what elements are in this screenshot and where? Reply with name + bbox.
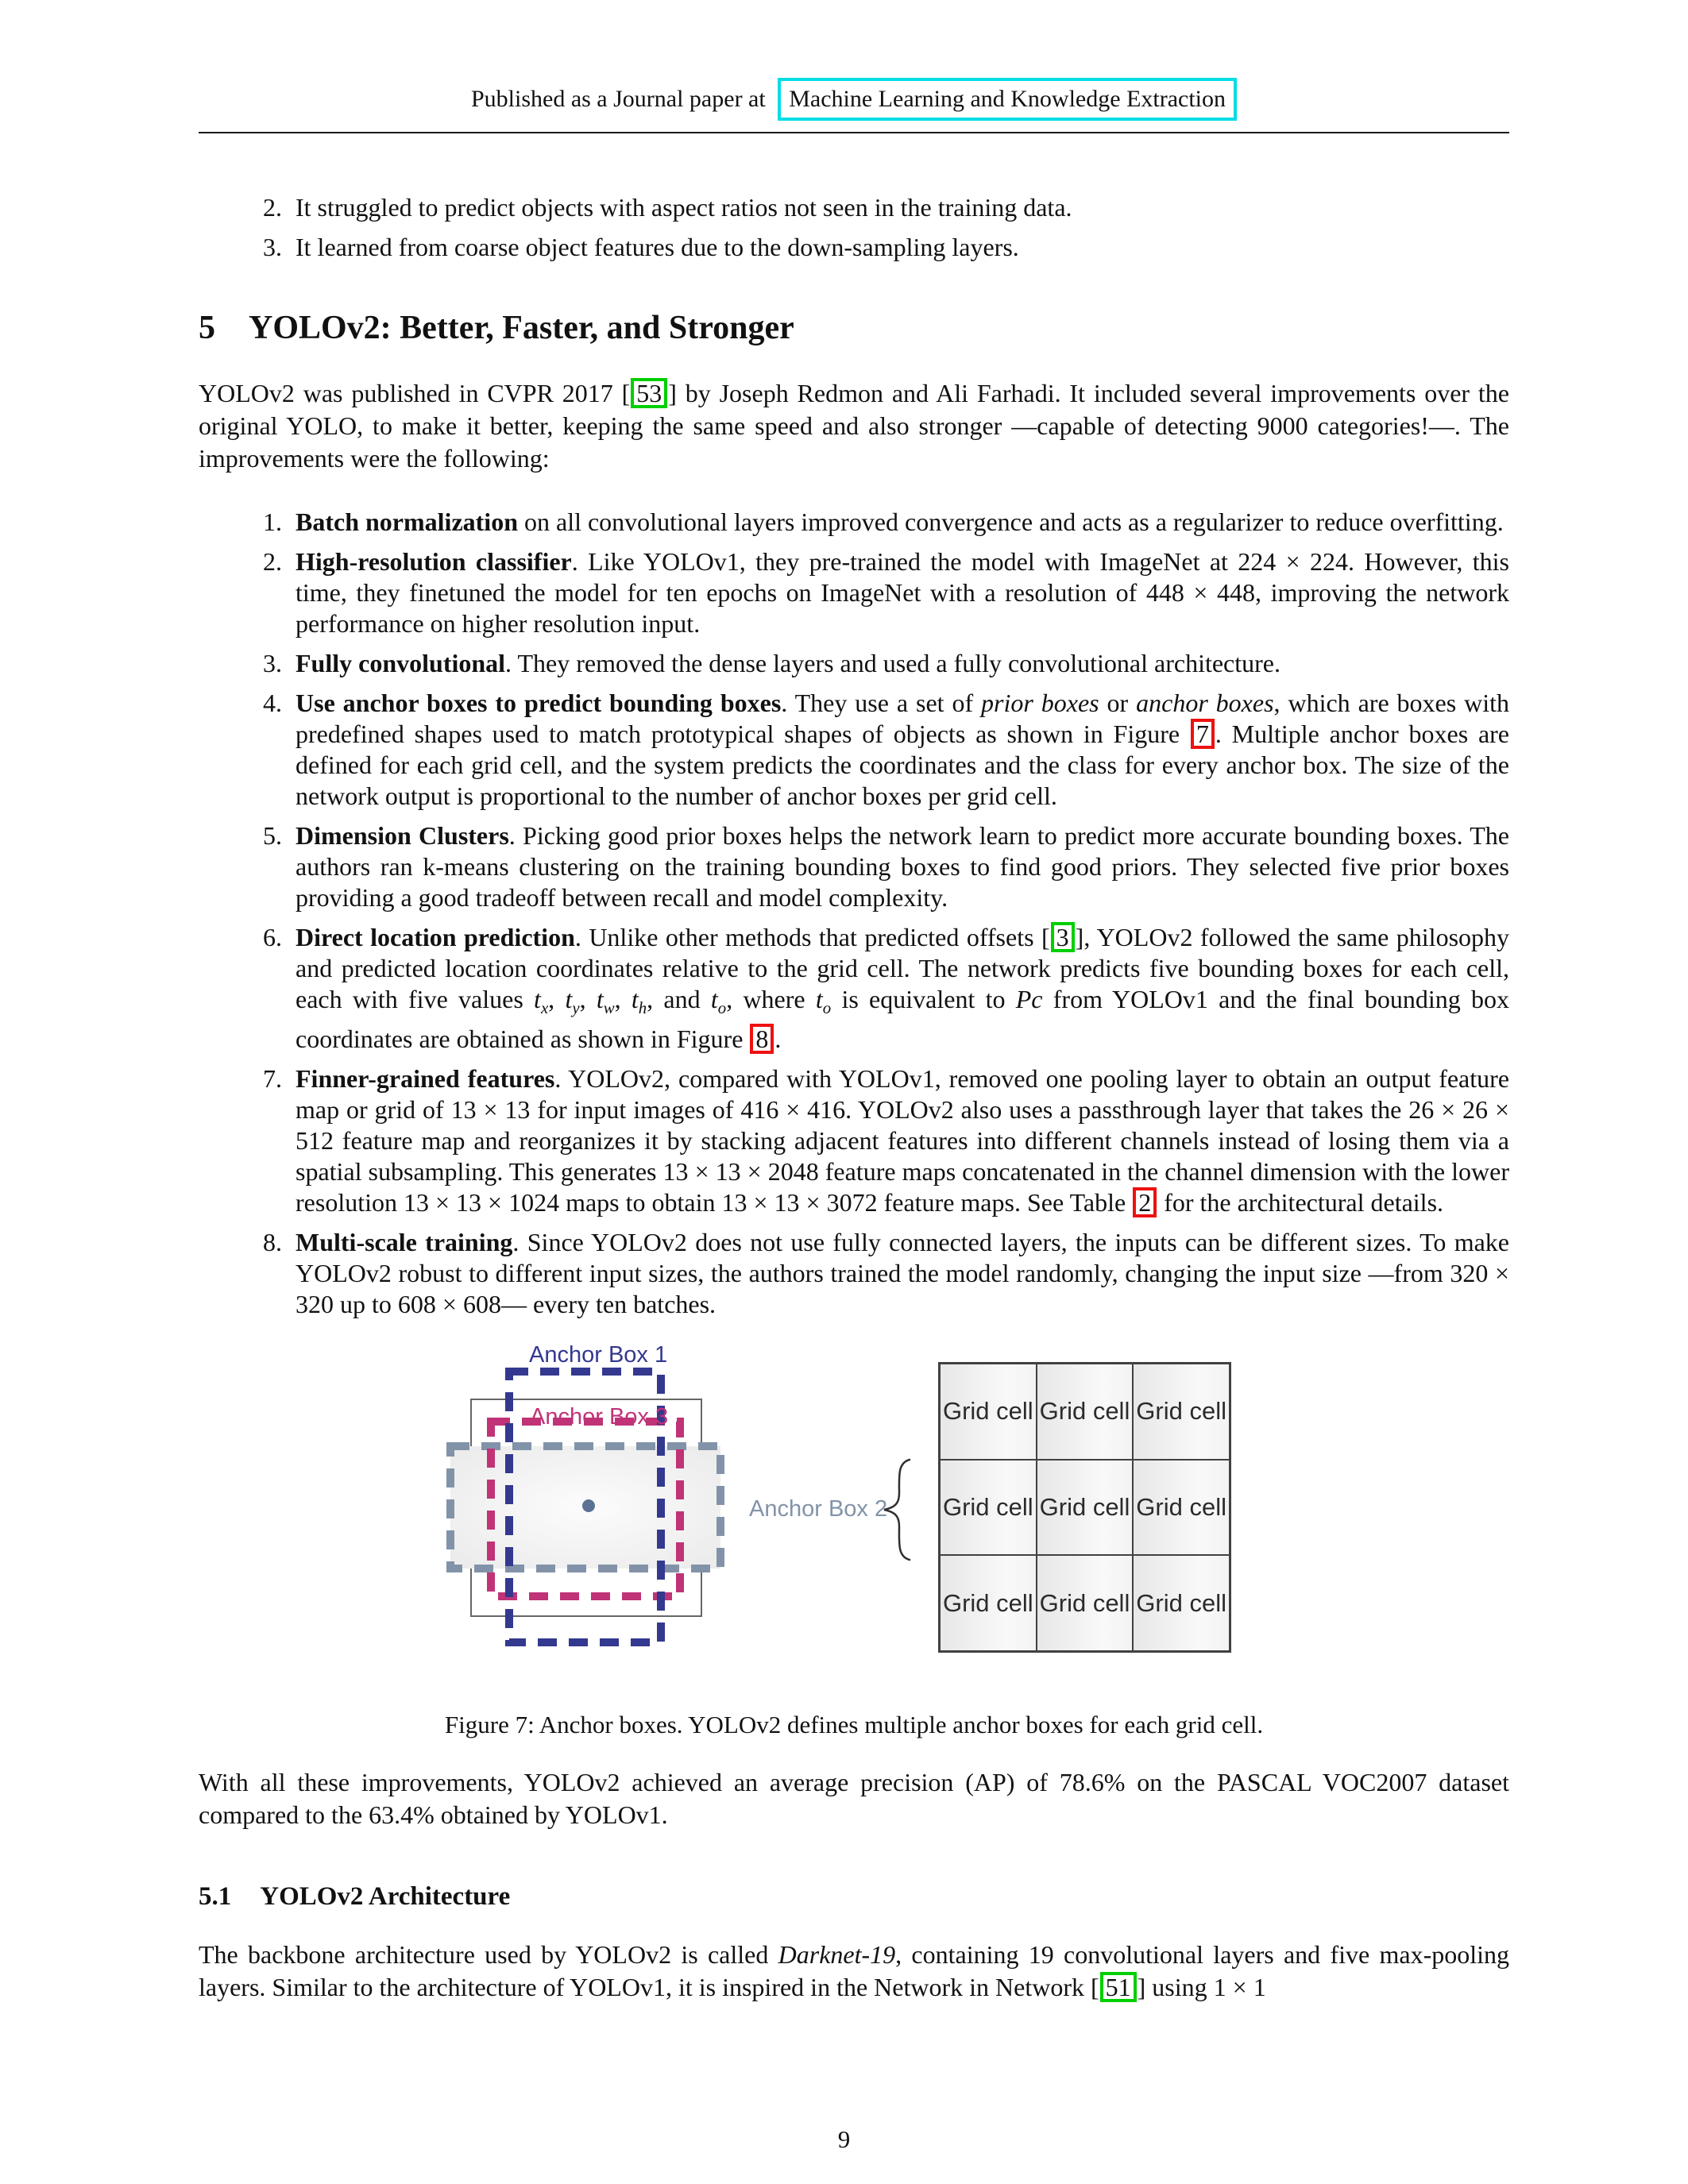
- text-run: . They use a set of: [781, 689, 982, 717]
- text-run: It learned from coarse object features due to the down-sampling layers.: [295, 233, 1019, 261]
- grid-cell: Grid cell: [1133, 1460, 1230, 1556]
- text-run: . Unlike other methods that predicted offsets [: [574, 923, 1050, 951]
- citation-link[interactable]: 3: [1051, 922, 1075, 952]
- anchor-box-2-label: Anchor Box 2: [749, 1496, 888, 1522]
- text-run: Multi-scale training: [295, 1228, 513, 1257]
- text-run: . Picking good prior boxes helps the network learn to predict more accurate bounding boxes. The authors ran k-means clustering on the training bounding boxes to find good priors. They selected five prior boxes providing a good tradeoff between recall and model complexity.: [295, 821, 1510, 912]
- text-run: t: [710, 985, 718, 1013]
- text-run: o: [822, 999, 832, 1018]
- text-run: ,: [614, 985, 632, 1013]
- text-run: ,: [548, 985, 566, 1013]
- header-rule: [199, 132, 1509, 133]
- text-run: Pc: [1015, 985, 1043, 1013]
- list-item: [199, 820, 1509, 913]
- grid-cell: Grid cell: [940, 1364, 1037, 1460]
- text-run: Fully convolutional: [295, 649, 506, 677]
- list-item: [199, 648, 1509, 679]
- list-item-number: 2.: [263, 193, 282, 222]
- text-run: With all these improvements, YOLOv2 achieved an average precision (AP) of 78.6% on the PASCAL VOC2007 dataset compared to the 63.4% obtained by YOLOv1.: [199, 1768, 1509, 1830]
- text-run: or: [1099, 689, 1137, 717]
- text-run: High-resolution classifier: [295, 547, 572, 576]
- text-run: t: [534, 985, 541, 1013]
- grid-cell: Grid cell: [1037, 1555, 1134, 1651]
- journal-link[interactable]: Machine Learning and Knowledge Extraction: [778, 78, 1237, 121]
- section-heading: [199, 309, 1509, 347]
- grid-cell: Grid cell: [940, 1460, 1037, 1556]
- list-item: [199, 192, 1509, 223]
- text-run: YOLOv2 was published in CVPR 2017 [: [199, 379, 631, 407]
- text-run: . Since YOLOv2 does not use fully connected layers, the inputs can be different sizes. To make YOLOv2 robust to different input sizes, the authors trained the model randomly, changing the input size —from 320 × 320 up to 608 × 608— every ten batches.: [295, 1228, 1510, 1319]
- text-run: , containing 19 convolutional layers and five max-pooling layers. Similar to the architecture of YOLOv1, it is inspired in the Network in Network [: [199, 1940, 1510, 2002]
- improvements-list: [199, 507, 1509, 1320]
- list-item-text: [295, 1064, 1509, 1217]
- subsection-number: 5.1: [199, 1882, 232, 1912]
- list-item: [199, 1063, 1509, 1218]
- citation-link[interactable]: 53: [631, 378, 667, 408]
- text-run: prior boxes: [981, 689, 1099, 717]
- list-item-text: [295, 649, 1280, 677]
- citation-link[interactable]: 8: [750, 1024, 774, 1054]
- text-run: The backbone architecture used by YOLOv2 is called: [199, 1940, 778, 1970]
- text-run: ] using 1 × 1: [1137, 1973, 1266, 2002]
- text-run: t: [631, 985, 639, 1013]
- text-run: for the architectural details.: [1157, 1188, 1444, 1217]
- grid-cells-diagram: [938, 1362, 1231, 1653]
- list-item-number: 3.: [263, 233, 282, 261]
- text-run: ], YOLOv2 followed the same philosophy and predicted location coordinates relative to the grid cell. The network predicts five bounding boxes for each cell, each with five values: [295, 923, 1510, 1013]
- results-paragraph: [199, 1766, 1509, 1831]
- grid-cell: Grid cell: [1037, 1364, 1134, 1460]
- list-item-text: [295, 507, 1504, 536]
- text-run: Dimension Clusters: [295, 821, 509, 850]
- text-run: Finner-grained features: [295, 1064, 555, 1094]
- text-run: t: [565, 985, 573, 1013]
- list-item: [199, 232, 1509, 263]
- list-item-number: 3.: [263, 649, 282, 677]
- page-number: 9: [837, 2125, 851, 2153]
- text-run: y: [572, 999, 580, 1018]
- list-item: [199, 1227, 1509, 1320]
- text-run: , which are boxes with predefined shapes used to match prototypical shapes of objects as shown in Figure: [295, 689, 1510, 748]
- text-run: t: [815, 985, 823, 1013]
- architecture-paragraph: [199, 1939, 1509, 2004]
- list-item-number: 8.: [263, 1228, 282, 1257]
- text-run: from YOLOv1 and the final bounding box coordinates are obtained as shown in Figure: [295, 985, 1510, 1054]
- text-run: . Like YOLOv1, they pre-trained the model with ImageNet at 224 × 224. However, this time, they finetuned the model for ten epochs on ImageNet with a resolution of 448 × 448, improving the network performance on higher resolution input.: [295, 547, 1510, 638]
- page-header: [199, 78, 1509, 121]
- text-run: t: [596, 985, 604, 1013]
- text-run: , where: [726, 985, 816, 1013]
- list-item: [199, 507, 1509, 538]
- section-number: 5: [199, 310, 215, 346]
- text-run: w: [603, 999, 615, 1018]
- text-run: . YOLOv2, compared with YOLOv1, removed one pooling layer to obtain an output feature map or grid of 13 × 13 for input images of 416 × 416. YOLOv2 also uses a passthrough layer that takes the 26 × 26 × 512 feature map and reorganizes it by stacking adjacent features into different channels instead of losing them via a spatial subsampling. This generates 13 × 13 × 2048 feature maps concatenated in the channel dimension with the lower resolution 13 × 13 × 1024 maps to obtain 13 × 13 × 3072 feature maps. See Table: [295, 1064, 1510, 1217]
- text-run: h: [638, 999, 647, 1018]
- drawbacks-list: [199, 192, 1509, 263]
- list-item-number: 6.: [263, 923, 282, 951]
- list-item-text: [295, 923, 1509, 1053]
- text-run: . Multiple anchor boxes are defined for each grid cell, and the system predicts the coordinates and the class for every anchor box. The size of the network output is proportional to the number of anchor boxes per grid cell.: [295, 720, 1510, 810]
- citation-link[interactable]: 2: [1133, 1187, 1157, 1217]
- citation-link[interactable]: 51: [1100, 1972, 1137, 2002]
- grid-cell: Grid cell: [1133, 1555, 1230, 1651]
- figure-7-anchor-boxes: [199, 1341, 1509, 1658]
- grid-cell: Grid cell: [1133, 1364, 1230, 1460]
- list-item: [199, 922, 1509, 1055]
- list-item: [199, 688, 1509, 812]
- list-item-text: [295, 821, 1509, 912]
- anchor-box-3-label: Anchor Box 3: [530, 1404, 669, 1430]
- text-run: It struggled to predict objects with aspect ratios not seen in the training data.: [295, 193, 1072, 222]
- brace-icon: [884, 1460, 910, 1560]
- list-item-text: [295, 1228, 1509, 1318]
- text-run: Darknet-19: [778, 1940, 896, 1970]
- text-run: on all convolutional layers improved convergence and acts as a regularizer to reduce overfitting.: [517, 507, 1504, 536]
- list-item-number: 1.: [263, 507, 282, 536]
- list-item-number: 2.: [263, 547, 282, 576]
- text-run: x: [540, 999, 549, 1018]
- list-item-text: [295, 547, 1509, 638]
- list-item-text: [295, 233, 1019, 261]
- citation-link[interactable]: 7: [1191, 719, 1215, 749]
- text-run: o: [717, 999, 727, 1018]
- list-item-text: [295, 193, 1072, 222]
- list-item-number: 5.: [263, 821, 282, 850]
- list-item: [199, 546, 1509, 639]
- subsection-title: YOLOv2 Architecture: [260, 1882, 511, 1912]
- text-run: ,: [579, 985, 597, 1013]
- header-prefix: Published as a Journal paper at: [470, 86, 766, 112]
- anchor-center-dot: [582, 1499, 595, 1512]
- section-title: YOLOv2: Better, Faster, and Stronger: [249, 310, 794, 346]
- subsection-heading: [199, 1882, 1509, 1912]
- text-run: .: [774, 1024, 782, 1054]
- grid-cell: Grid cell: [940, 1555, 1037, 1651]
- text-run: . They removed the dense layers and used a fully convolutional architecture.: [505, 649, 1280, 677]
- anchor-box-1-label: Anchor Box 1: [529, 1342, 668, 1368]
- figure-caption: Figure 7: Anchor boxes. YOLOv2 defines multiple anchor boxes for each grid cell.: [444, 1711, 1264, 1739]
- text-run: anchor boxes: [1136, 689, 1274, 717]
- text-run: is equivalent to: [831, 985, 1016, 1013]
- text-run: Batch normalization: [295, 507, 518, 536]
- text-run: Use anchor boxes to predict bounding boxes: [295, 689, 782, 717]
- text-run: Direct location prediction: [295, 923, 575, 951]
- grid-cell: Grid cell: [1037, 1460, 1134, 1556]
- list-item-number: 7.: [263, 1064, 282, 1094]
- intro-paragraph: [199, 377, 1509, 475]
- list-item-number: 4.: [263, 689, 282, 717]
- text-run: ] by Joseph Redmon and Ali Farhadi. It included several improvements over the original YOLO, to make it better, keeping the same speed and also stronger —capable of detecting 9000 categories!—. The improvements were the following:: [199, 379, 1510, 473]
- list-item-text: [295, 689, 1509, 810]
- text-run: , and: [647, 985, 711, 1013]
